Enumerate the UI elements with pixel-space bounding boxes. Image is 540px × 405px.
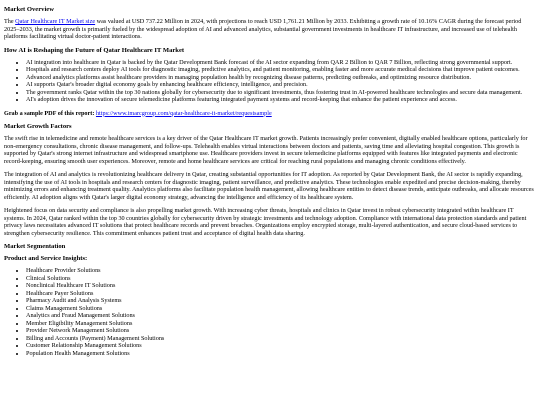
sample-request-label: Grab a sample PDF of this report: — [4, 109, 96, 117]
list-item: • Provider Network Management Solutions — [26, 327, 536, 335]
market-size-link[interactable]: Qatar Healthcare IT Market size — [15, 18, 96, 25]
list-item: • Member Eligibility Management Solutions — [26, 320, 536, 328]
growth-paragraph-security: Heightened focus on data security and compliance is also propelling market growth. With increasing cyber threats, hospitals and clinics in Qatar invest in robust cybersecurity integrated within healthcare IT systems. In 2024, Qatar ranked within the top 30 countries globally for cybersecurity driven by strategic investments and technology adoption. Compliance with international data protection standards and patient privacy laws necessitates advanced IT solutions that protect healthcare records and prevent breaches. Organizations employ encrypted storage, multi-layered authentication, and secure cloud-based services to strengthen cybersecurity resilience. This commitment enhances patient trust and acceptance of digital health data sharing. — [4, 207, 527, 237]
list-item: • Population Health Management Solutions — [26, 350, 536, 358]
growth-paragraph-ai: The integration of AI and analytics is revolutionizing healthcare delivery in Qatar, creating substantial opportunities for IT adoption. As reported by Qatar Development Bank, the AI sector is rapidly expanding, intensifying the use of AI tools in hospitals and research centers for diagnostic imaging, patient surveillance, and predictive analytics. These technologies enable expedited and precise decision-making, thereby minimizing errors and enhancing treatment quality. Analytics platforms also facilitate population health management, allowing healthcare entities to detect disease trends, anticipate outbreaks, and allocate resources efficiently. AI adoption aligns with Qatar's larger digital economy strategy, advancing the intelligence and efficiency of its healthcare system. — [4, 171, 534, 201]
segmentation-list — [4, 267, 536, 357]
list-item: • Claims Management Solutions — [26, 305, 536, 313]
ai-bullet-list — [4, 59, 536, 104]
list-item: • Healthcare Provider Solutions — [26, 267, 536, 275]
list-item: • Customer Relationship Management Solutions — [26, 342, 536, 350]
market-overview-text: was valued at USD 737.22 Million in 2024, with projections to reach USD 1,761.21 Million by 2033. Exhibiting a growth rate of 10.16% CAGR during the forecast period 2025–2033, the market growth is primarily fueled by the widespread adoption of AI and advanced analytics, substantial government investments in healthcare IT infrastructure, and increased use of telehealth platforms facilitating virtual doctor-patient interactions. — [4, 18, 522, 40]
ai-section-heading: How AI is Reshaping the Future of Qatar Healthcare IT Market — [4, 46, 185, 54]
list-item: • AI supports Qatar's broader digital economy goals by enhancing healthcare efficiency, intelligence, and precision. — [26, 81, 536, 89]
market-overview-pre-link: The — [4, 18, 16, 25]
list-item: • Advanced analytics platforms assist healthcare providers in managing population health by recognizing disease patterns, predicting outbreaks, and optimizing resource distribution. — [26, 74, 536, 82]
growth-factors-heading: Market Growth Factors — [4, 123, 72, 130]
list-item: • Healthcare Payer Solutions — [26, 290, 536, 298]
segmentation-heading: Market Segmentation — [4, 243, 66, 250]
market-overview-paragraph — [4, 18, 536, 41]
list-item: • The government ranks Qatar within the top 30 nations globally for cybersecurity due to significant investments, thus fostering trust in AI-powered healthcare technologies and secure data management. — [26, 89, 536, 97]
sample-request-link[interactable]: https://www.imarcgroup.com/qatar-healthcare-it-market/requestsample — [95, 109, 272, 117]
sample-request-line — [4, 110, 536, 118]
list-item: • Billing and Accounts (Payment) Management Solutions — [26, 335, 536, 343]
list-item: • Hospitals and research centers deploy AI tools for diagnostic imaging, predictive analytics, and patient monitoring, enabling faster and more accurate medical decisions that improve patient outcomes. — [26, 66, 536, 74]
growth-paragraph-telemedicine: The swift rise in telemedicine and remote healthcare services is a key driver of the Qatar Healthcare IT market growth. Patients increasingly prefer convenient, digitally enabled healthcare options, particularly for non-emergency consultations, chronic disease management, and follow-ups. Telehealth enables virtual interactions between doctors and patients, saving time and alleviating hospital congestion. This growth is supported by Qatar's strong internet infrastructure and widespread smartphone use. Healthcare providers invest in secure telemedicine platforms equipped with features like integrated payments and electronic record-keeping, ensuring smooth user experiences. Moreover, remote and home healthcare services are critical for reaching rural populations and managing chronic conditions effectively. — [4, 135, 528, 165]
list-item: • Pharmacy Audit and Analysis Systems — [26, 297, 536, 305]
list-item: • Analytics and Fraud Management Solutions — [26, 312, 536, 320]
list-item: • Clinical Solutions — [26, 275, 536, 283]
list-item: • AI integration into healthcare in Qatar is backed by the Qatar Development Bank forecast of the AI sector expanding from QAR 2 Billion to QAR 7 Billion, reflecting strong governmental support. — [26, 59, 536, 67]
segmentation-subheading: Product and Service Insights: — [4, 255, 88, 262]
market-overview-heading: Market Overview — [4, 6, 54, 13]
list-item: • AI's adoption drives the innovation of secure telemedicine platforms featuring integrated payment systems and record-keeping that enhance the patient experience and access. — [26, 96, 536, 104]
list-item: • Nonclinical Healthcare IT Solutions — [26, 282, 536, 290]
